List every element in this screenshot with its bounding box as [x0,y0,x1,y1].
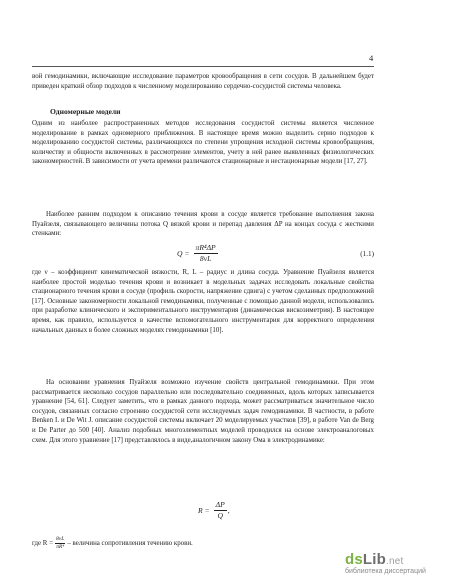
intro-paragraph: вой гемодинамики, включающие исследование параметров кровообращения в сети сосудов. В дальнейшем будет приведен краткий обзор подходов к численному моделированию сердечно-сосудистой системы человека. [32,73,374,90]
logo-subtitle: библиотека диссертаций [345,568,426,575]
resistance-prefix: где R = [32,539,53,547]
resistance-definition [32,536,193,550]
logo-ds: ds [345,551,363,568]
resistance-numerator: 8νL [55,536,65,542]
equation-1-1 [32,243,374,267]
dslib-logo [345,551,403,568]
equation-body [177,243,218,264]
poiseuille-intro: Наиболее ранним подходом к описанию течения крови в сосуде является требование выполнения закона Пуайзеля, связывающего величины потока Q вязкой крови и перепад давления ΔP на концах сосуда с жесткими стенками: [32,211,374,238]
equation-fraction [194,243,218,264]
dslib-watermark [345,551,445,579]
equation-lhs: Q = [177,249,190,258]
ohm-equation-lhs: R = [198,506,210,515]
resistance-fraction [55,536,65,550]
page-number: 4 [369,53,374,63]
ohm-equation-denominator: Q [217,511,223,520]
section-paragraph: Одним из наиболее распространенных методов исследования сосудистой системы является численное моделирование в рамках одномерного приближения. В настоящее время можно выделить серию подходов к моделированию сосудистой системы, различающихся по степени упрощения исходной системы кровообращения, количеству и общности включенных в рассмотрение элементов, учету в ней ранее выявленных физиологических закономерностей. В зависимости от учета времени различаются стационарные и нестационарные модели [17, 27]. [32,120,374,166]
equation-denominator: 8νL [199,254,212,263]
ohm-equation-comma: , [227,506,230,515]
header-rule [32,66,374,67]
ohm-equation-body [198,500,230,521]
ohm-equation-numerator: ΔP [215,500,225,509]
resistance-denominator: πR⁴ [56,543,65,550]
logo-net: .net [386,556,404,567]
section-heading: Одномерные модели [50,107,121,116]
equation-numerator: πR⁴ΔP [195,243,216,252]
equation-ohm [32,500,374,524]
poiseuille-after: где ν – коэффициент кинематической вязкости, R, L – радиус и длина сосуда. Уравнение Пуайзеля является наиболее простой моделью течения крови и возникает в модельных задачах исследовать локальные свойства стационарного течения крови в сосуде (профиль скорости, напряжение сдвига) с учетом сделанных предположений [17]. Основные закономерности локальной гемодинамики, полученные с помощью данной модели, использовались при разработке клинического и экспериментального инструментария (динамическая вискозиметрия). В настоящее время, как правило, используется в качестве вспомогательного инструментария для корректного определения начальных данных в более сложных моделях гемодинамики [10]. [32,269,374,334]
logo-lib: Lib [362,551,386,568]
resistance-suffix: – величина сопротивления течению крови. [67,539,193,547]
equation-number: (1.1) [360,250,374,258]
ohm-equation-fraction [214,500,227,521]
central-paragraph: На основании уравнения Пуайзеля возможно изучение свойств центральной гемодинамики. При этом рассматривается несколько сосудов параллельно или последовательно соединенных, вдоль которых записывается уравнение [54, 61]. Следует заметить, что в рамках данного подхода, может рассматриваться значительное число сосудов, связанных согласно строению сосудистой сети исследуемых задач гемодинамики. В частности, в работе Benken I. и De Wit J. описание сосудистой системы включает 20 моделируемых участков [39], в работе Van de Berg и De Parter до 500 [40]. Анализ подобных многоэлементных моделей проводился на основе электроаналоговых схем. Для этого уравнение [17] представлялось в виде,аналогичном закону Ома в электродинамике: [32,379,374,444]
